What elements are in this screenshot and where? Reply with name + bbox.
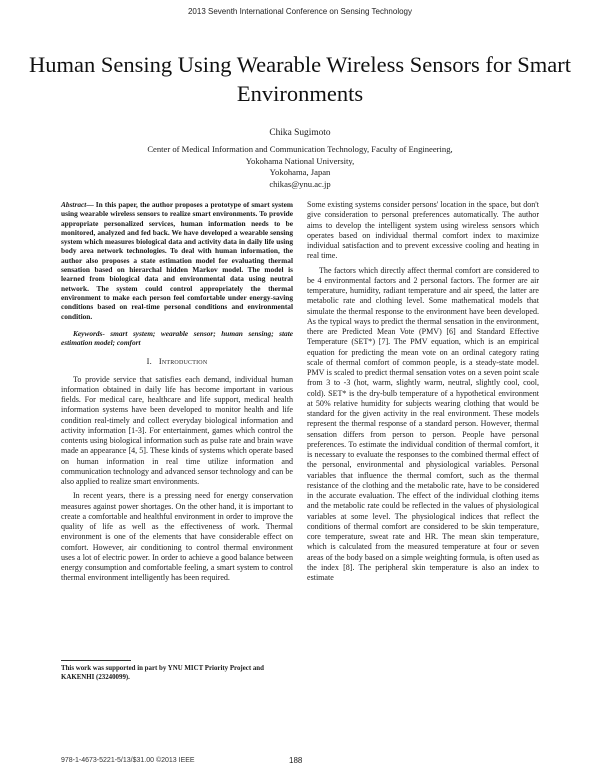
abstract-lead: Abstract [61, 200, 87, 209]
author-affiliation: Center of Medical Information and Communication Technology, Faculty of Engineering, [147, 144, 453, 155]
footnote-divider [61, 660, 131, 661]
paper-title: Human Sensing Using Wearable Wireless Sensors for Smart Environments [29, 52, 571, 106]
footer-isbn: 978-1-4673-5221-5/13/$31.00 ©2013 IEEE [61, 757, 195, 764]
left-column [61, 200, 293, 588]
section-title: Introduction [158, 357, 208, 367]
body-paragraph: In recent years, there is a pressing need for energy conservation measures against power shortages. On the other hand, it is important to create a comfortable and healthful environment in order to improve the quality of life as well as the effectiveness of work. Thermal environment is one of the elements that have considerable effect on comfort. However, air conditioning to control thermal environment uses a lot of electric power. In order to achieve a good balance between energy consumption and comfortable feeling, a smart system to control thermal environment intelligently has been required. [61, 491, 293, 583]
funding-footnote: This work was supported in part by YNU MICT Priority Project and KAKENHI (23240099). [61, 665, 264, 681]
author-email[interactable]: chikas@ynu.ac.jp [269, 178, 331, 189]
abstract-text: In this paper, the author proposes a prototype of smart system using wearable wireless sensors to realize smart environments. To provide appropriate personalized services, human information needs to be monitored, analyzed and fed back. We have developed a wearable sensing system which measures biological data and activity data in daily life using body area network technologies. To deal with human information, the author also proposes a state estimation model for evaluating thermal sensation based on hierarchal hidden Markov model. The model is learned from biological data and environmental data using neutral network. The system could control appropriately the thermal environment to make each person feel comfortable under energy-saving conditions based on real-time personal conditions and environmental condition. [61, 200, 293, 321]
keywords: Keywords- smart system; wearable sensor; human sensing; state estimation model; comfort [61, 328, 293, 348]
body-paragraph: To provide service that satisfies each demand, individual human information obtained in daily life has become important in various fields. For medical care, healthcare and life support, medical health information systems have been developed to monitor health and life condition real-timely and collect everyday biological information and activity information [1-3]. For entertainment, games which control the contents using biological information such as pulse rate and brain wave made an appearance [4, 5]. These kinds of systems which operate based on human information in real time utilize information and communication technology and advanced sensor technology and can be also applied to realize smart environments. [61, 374, 293, 487]
author-university: Yokohama National University, [245, 155, 355, 166]
section-number: I. [146, 357, 152, 367]
author-name: Chika Sugimoto [269, 128, 331, 138]
author-location: Yokohama, Japan [269, 167, 331, 178]
section-heading-introduction [61, 357, 293, 367]
body-paragraph: Some existing systems consider persons' location in the space, but don't give consideration to personal preferences automatically. The author aims to develop the intelligent system using wireless sensors which operates based on individual thermal comfort index to maximize individual satisfaction and to prevent excessive cooling and heating in real time. [307, 200, 539, 261]
abstract [61, 200, 293, 321]
right-column [307, 200, 539, 587]
body-paragraph: The factors which directly affect thermal comfort are considered to be 4 environmental factors and 2 personal factors. The former are air temperature, humidity, radiant temperature and air speed, the latter are metabolic rate and clothing level. Some mathematical models that simulate the thermal response to the environment have been developed. As the typical ways to predict the thermal sensation in the environment, there are Predicted Mean Vote (PMV) [6] and Standard Effective Temperature (SET*) [7]. The PMV equation, which is an empirical equation for predicting the mean vote on an ordinal category rating scale of thermal comfort of common people, is a steady-state model. PMV is scaled to predict thermal sensation votes on a seven point scale from 3 to -3 (hot, warm, slightly warm, neutral, slightly cool, cool, cold). SET* is the dry-bulb temperature of a hypothetical environment at 50% relative humidity for subjects wearing clothing that would be standard for the given activity in the real environment. These models represent the thermal response of a standard person. However, thermal sensation differs from person to person. People have personal preferences. To estimate the individual condition of thermal comfort, it is necessary to evaluate the responses to the combined thermal effect of the personal, environmental and physiological variables. Personal variables that influence the thermal comfort, such as the thermal resistance of the clothing and the metabolic rate, have to be considered in the accurate evaluation. The effect of the individual clothing items and the metabolic rate could be reflected in the values of physiological variables at some level. The physiological indices that reflect the conditions of thermal comfort are considered to be skin temperature, core temperature, sweat rate and HR. The mean skin temperature, which is calculated from the measured temperature at four or seven areas of the body based on a simple weighting formula, is often used as the index [8]. The peripheral skin temperature is also an index to estimate [307, 265, 539, 582]
author-block [60, 128, 540, 190]
page-number: 188 [289, 756, 303, 765]
abstract-dash: — [86, 200, 96, 209]
conference-header: 2013 Seventh International Conference on Sensing Technology [187, 7, 412, 16]
